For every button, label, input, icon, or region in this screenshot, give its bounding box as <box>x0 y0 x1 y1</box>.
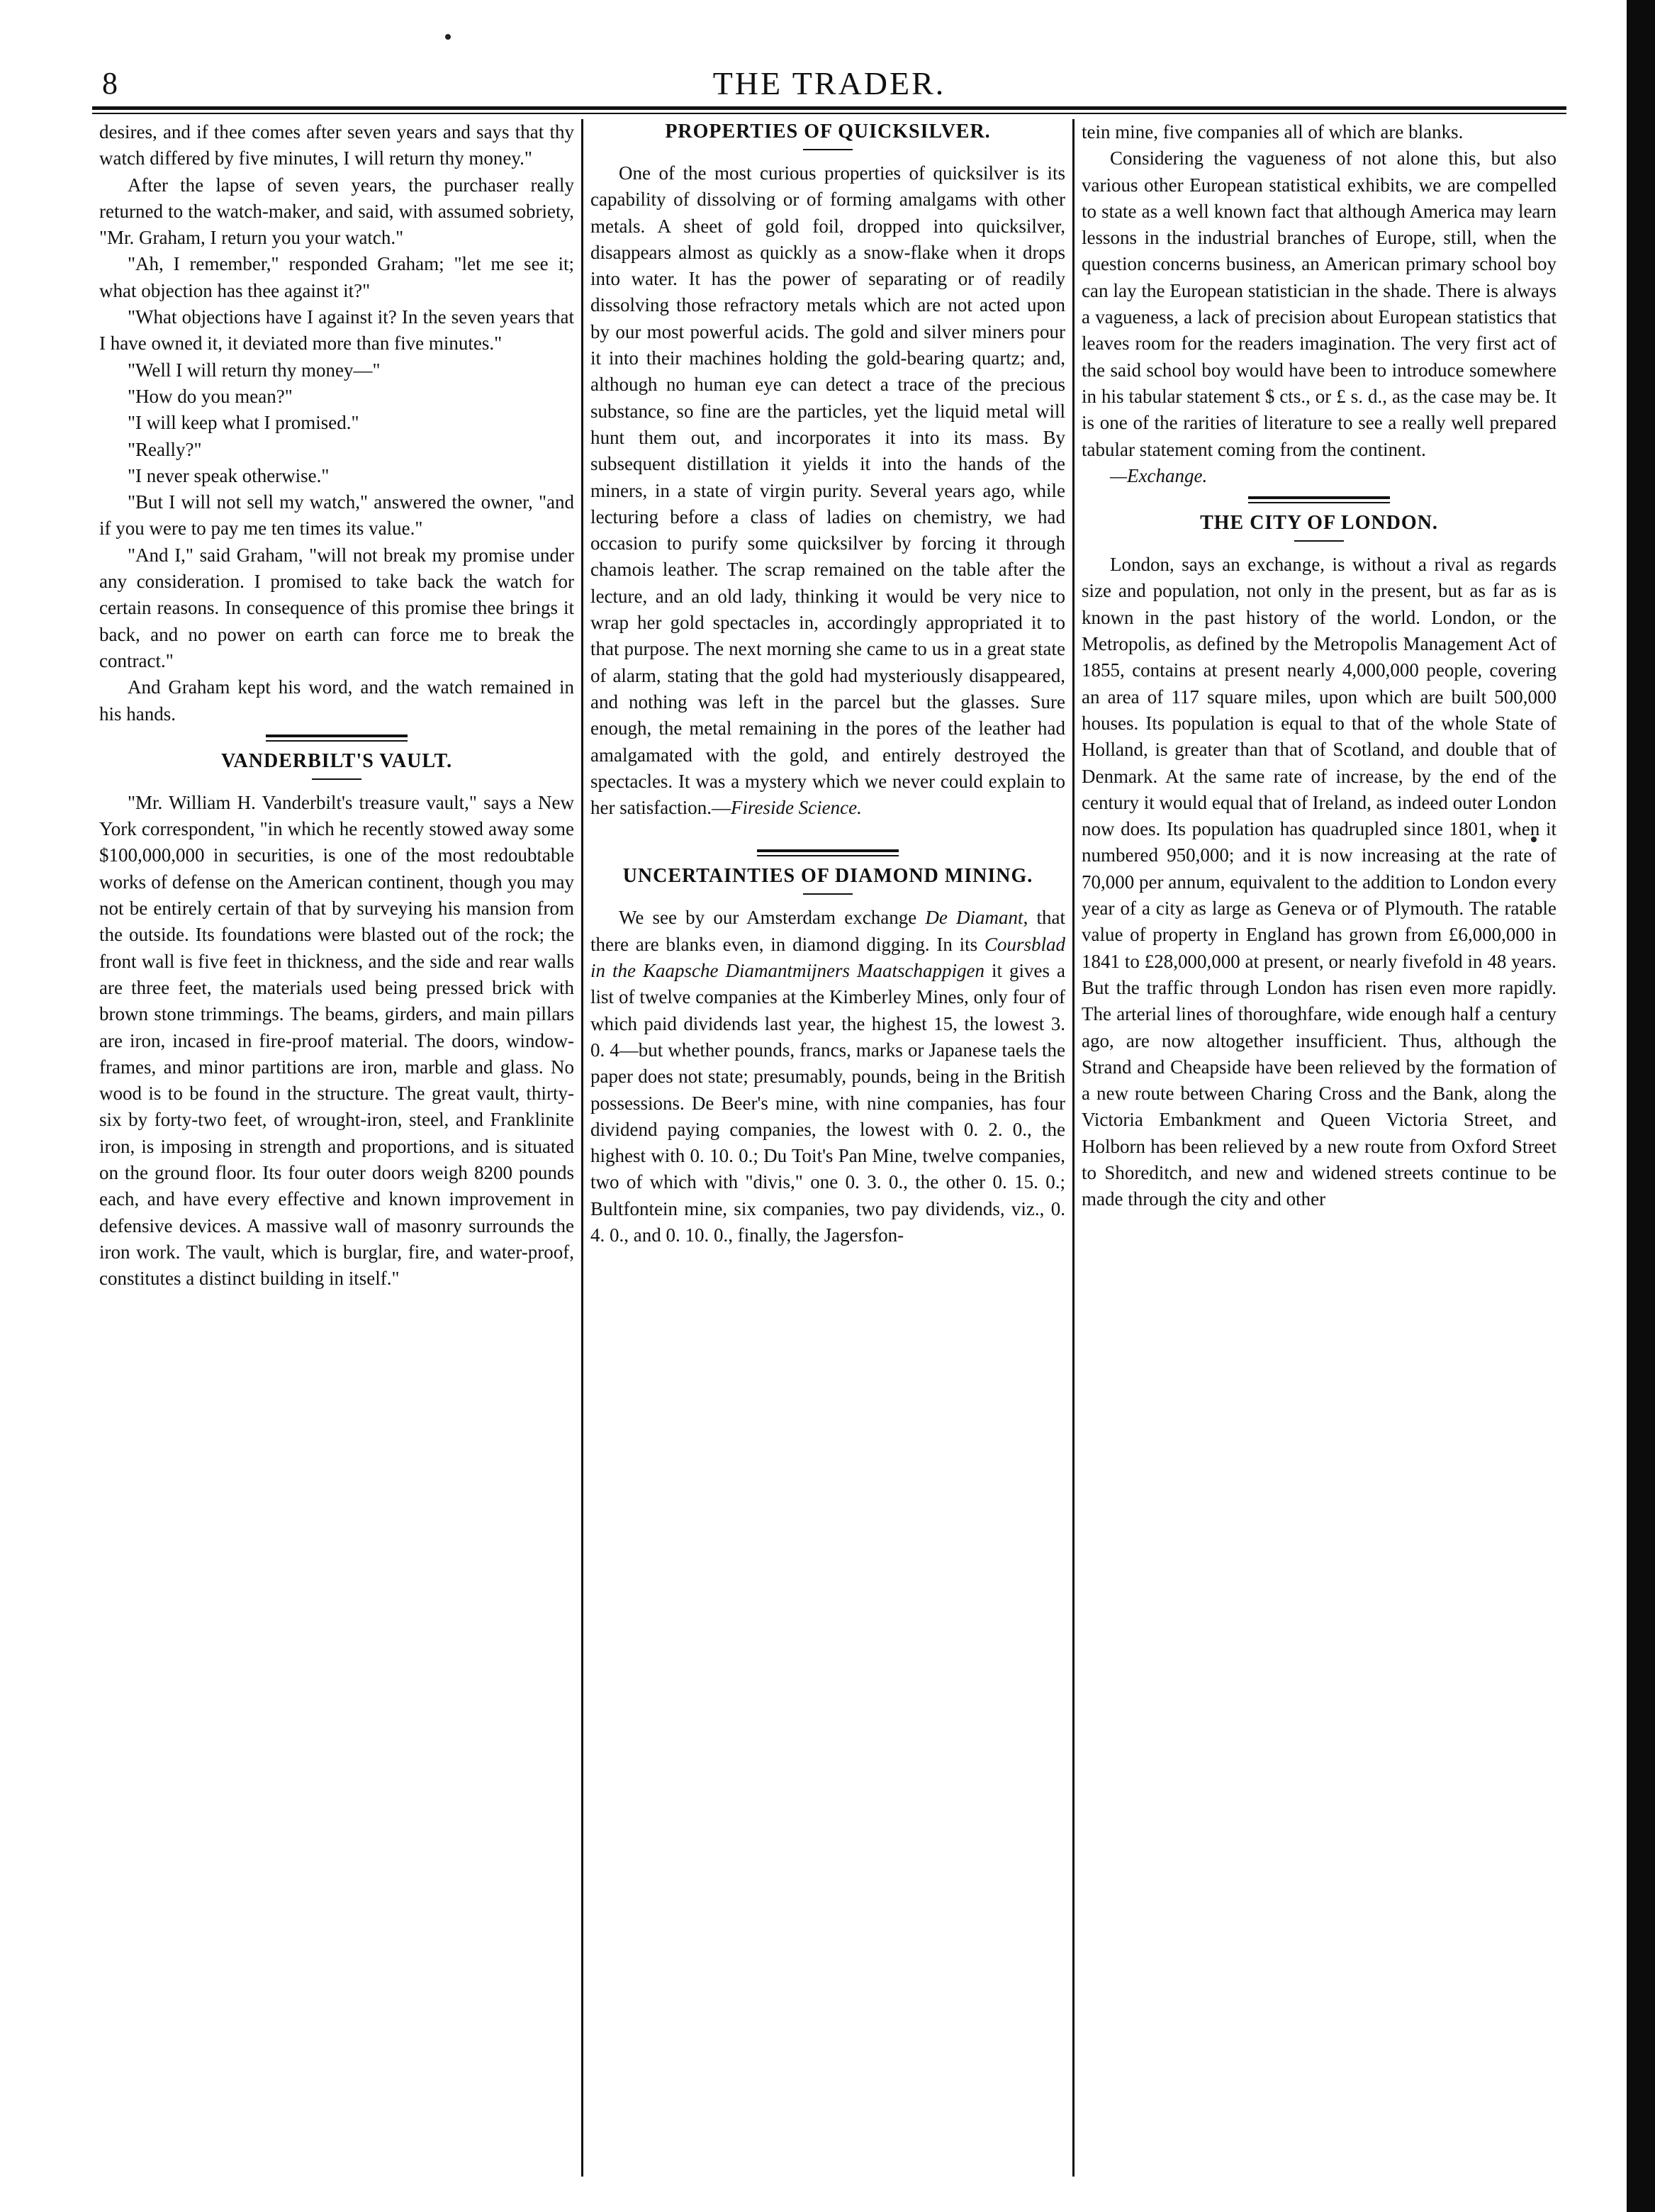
headline-underline <box>803 893 853 895</box>
section-separator <box>266 734 408 742</box>
paragraph: "What objections have I against it? In the seven years that I have owned it, it deviated more than five minutes." <box>99 306 574 354</box>
publication-name: De Diamant <box>925 907 1023 929</box>
paragraph: "Well I will return thy money—" <box>128 359 381 381</box>
paragraph: "But I will not sell my watch," answered the owner, "and if you were to pay me ten times its value." <box>99 491 574 540</box>
headline-vanderbilts-vault: VANDERBILT'S VAULT. <box>220 749 453 772</box>
running-title: THE TRADER. <box>712 65 946 101</box>
column-3 <box>1075 119 1564 2177</box>
column-2 <box>583 119 1072 2177</box>
paragraph: "Really?" <box>128 438 202 460</box>
paragraph <box>590 905 1065 1249</box>
publication-name: Coursblad in the Kaapsche Diamantmijners Maatschappigen <box>590 933 1065 982</box>
paragraph: "I never speak otherwise." <box>128 464 330 486</box>
paragraph: "And I," said Graham, "will not break my promise under any consideration. I promised to take back the watch for certain reasons. In consequence of this promise thee brings it back, and no power on earth can force me to break the contract." <box>99 544 574 671</box>
scan-edge-bar <box>1627 0 1655 2212</box>
columns <box>92 119 1566 2177</box>
headline-properties-of-quicksilver: PROPERTIES OF QUICKSILVER. <box>665 121 991 143</box>
headline-underline <box>312 778 361 780</box>
article-text: , that there are blanks even, in diamond digging. In its <box>590 907 1065 955</box>
article-text: it gives a list of twelve companies at the Kimberley Mines, only four of which paid dividends last year, the highest 15, the lowest 3. 0. 4—but whether pounds, francs, marks or Japanese taels the paper does not state; presumably, pounds, being in the British possessions. De Beer's mine, with nine companies, has four dividend paying companies, the lowest with 0. 2. 0., the highest with 0. 10. 0.; Du Toit's Pan Mine, twelve companies, two of which with "divis," one 0. 3. 0., the other 0. 15. 0.; Bultfontein mine, six companies, two pay dividends, viz., 0. 4. 0., and 0. 10. 0., finally, the Jagersfon- <box>590 960 1065 1246</box>
section-separator <box>1248 496 1390 503</box>
paragraph: And Graham kept his word, and the watch remained in his hands. <box>99 676 574 725</box>
paragraph: "Ah, I remember," responded Graham; "let me see it; what objection has thee against it?" <box>99 253 574 301</box>
header-rule-heavy <box>92 106 1566 110</box>
source-credit: —Exchange. <box>1110 464 1208 486</box>
page-number: 8 <box>102 66 118 101</box>
column-1 <box>92 119 581 2177</box>
headline-uncertainties-of-diamond-mining: UNCERTAINTIES OF DIAMOND MINING. <box>622 865 1033 888</box>
headline-underline <box>1294 540 1344 542</box>
page-header <box>92 64 1566 105</box>
headline-the-city-of-london: THE CITY OF LONDON. <box>1200 512 1438 535</box>
paragraph <box>590 160 1065 821</box>
paragraph: Considering the vagueness of not alone this, but also various other European statistical exhibits, we are compelled to state as a well known fact that although America may learn lessons in the industrial branches of Europe, still, when the question concerns business, an American primary school boy can lay the European statistician in the shade. There is always a vagueness, a lack of precision about European statistics that leaves room for the readers imagination. The very first act of the said school boy would have been to introduce somewhere in his tabular statement $ cts., or £ s. d., as the case may be. It is one of the rarities of literature to see a really well prepared tabular statement coming from the continent. <box>1082 147 1556 460</box>
header-rule-light <box>92 113 1566 114</box>
article-text: We see by our Amsterdam exchange <box>619 907 926 929</box>
paragraph: After the lapse of seven years, the purchaser really returned to the watch-maker, and said, with assumed sobriety, "Mr. Graham, I return you your watch." <box>99 174 574 249</box>
source-credit: Fireside Science. <box>730 797 862 819</box>
paragraph: desires, and if thee comes after seven years and says that thy watch differed by five minutes, I will return thy money." <box>99 121 574 169</box>
paragraph: tein mine, five companies all of which are blanks. <box>1082 121 1464 143</box>
newspaper-page <box>92 64 1566 2177</box>
headline-underline <box>803 149 853 150</box>
paragraph: "Mr. William H. Vanderbilt's treasure vault," says a New York correspondent, "in which he recently stowed away some $100,000,000 in securities, is one of the most redoubtable works of defense on the American continent, though you may not be entirely certain of that by surveying his mansion from the outside. Its foundations were blasted out of the rock; the front wall is five feet in thickness, and the side and rear walls are three feet, the materials used being pressed brick with brown stone trimmings. The beams, girders, and main pillars are iron, incased in fire-proof material. The doors, window-frames, and minor partitions are iron, marble and glass. No wood is to be found in the structure. The great vault, thirty-six by forty-two feet, of wrought-iron, steel, and Franklinite iron, is imposing in strength and proportions, and is situated on the ground floor. Its four outer doors weigh 8200 pounds each, and have every effective and known improvement in defensive devices. A massive wall of masonry surrounds the iron work. The vault, which is burglar, fire, and water-proof, constitutes a distinct building in itself." <box>99 791 574 1290</box>
paragraph: London, says an exchange, is without a rival as regards size and population, not only in the present, but as far as is known in the past history of the world. London, or the Metropolis, as defined by the Metropolis Management Act of 1855, contains at present nearly 4,000,000 people, covering an area of 117 square miles, upon which are built 500,000 houses. Its population is equal to that of the whole State of Holland, is greater than that of Scotland, and double that of Denmark. At the same rate of increase, by the end of the century it would equal that of Ireland, as indeed outer London now does. Its population has quadrupled since 1801, when it numbered 950,000; and it is now increasing at the rate of 70,000 per annum, equivalent to the addition to London every year of a city as large as Geneva or of Plymouth. The ratable value of property in England has grown from £6,000,000 in 1841 to £28,000,000 at present, or nearly fivefold in 48 years. But the traffic through London has risen even more rapidly. The arterial lines of thoroughfare, wide enough half a century ago, are now altogether insufficient. Thus, although the Strand and Cheapside have been relieved by the formation of a new route between Charing Cross and the Bank, along the Victoria Embankment and Queen Victoria Street, and Holborn has been relieved by a new route from Oxford Street to Shoreditch, and new and widened streets continue to be made through the city and other <box>1082 554 1556 1210</box>
paragraph: "How do you mean?" <box>128 385 293 407</box>
scan-speck <box>445 34 451 40</box>
section-separator <box>757 849 899 856</box>
article-text: One of the most curious properties of quicksilver is its capability of dissolving or of forming amalgams with other metals. A sheet of gold foil, dropped into quicksilver, disappears almost as quickly as a snow-flake when it drops into water. It has the power of separating or of readily dissolving those refractory metals which are not acted upon by our most powerful acids. The gold and silver miners pour it into their machines holding the gold-bearing quartz; and, although no human eye can detect a trace of the precious substance, so fine are the particles, yet the liquid metal will hunt them out, and incorporates it into its mass. By subsequent distillation it yields it into the hands of the miners, in a state of virgin purity. Several years ago, while lecturing before a class of ladies on chemistry, we had occasion to purify some quicksilver by forcing it through chamois leather. The scrap remained on the table after the lecture, and an old lady, thinking it would be very nice to wrap her gold spectacles in, accordingly appropriated it to that purpose. The next morning she came to us in a great state of alarm, stating that the gold had mysteriously disappeared, and nothing was left in the parcel but the glasses. Sure enough, the metal remaining in the pores of the leather had amalgamated with the gold, and entirely destroyed the spectacles. It was a mystery which we never could explain to her satisfaction.— <box>590 162 1065 819</box>
paragraph: "I will keep what I promised." <box>128 412 359 434</box>
